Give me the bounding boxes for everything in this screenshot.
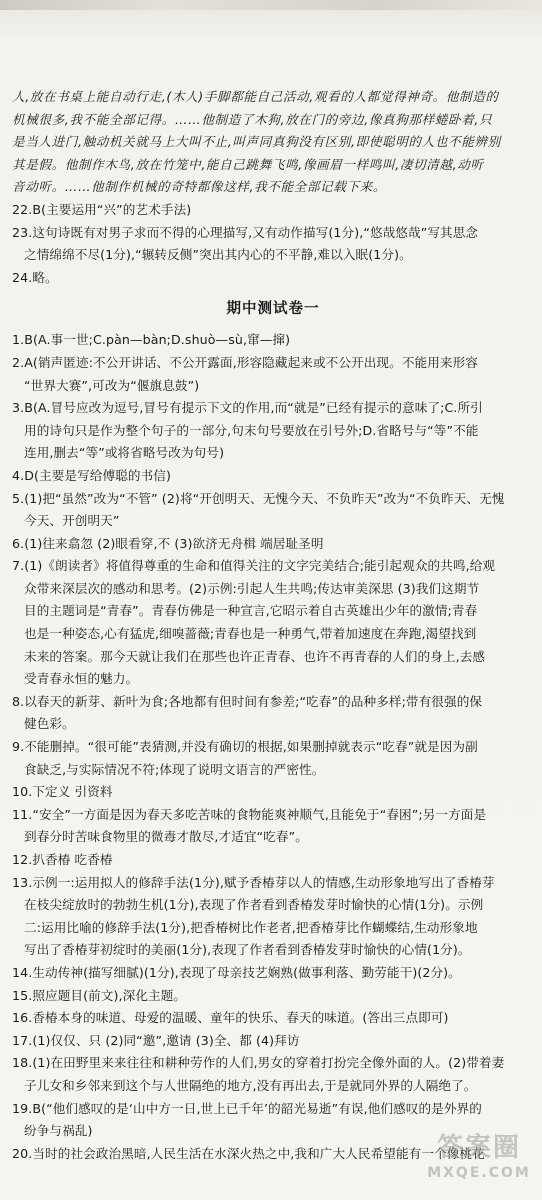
text-line: 也是一种姿态,心有猛虎,细嗅蔷薇;青春也是一种勇气,带着加速度在奔跑,渴望找到	[24, 626, 477, 642]
text-line: 9.不能删掉。“很可能”表猜测,并没有确切的根据,如果删掉就表示“吃春”就是因为副	[12, 739, 478, 755]
watermark-logo-text: 答案圈	[436, 1133, 521, 1163]
text-line: 健色彩。	[24, 716, 75, 732]
text-line: 受青春永恒的魅力。	[24, 671, 139, 687]
text-line: 3.B(A.冒号应改为逗号,冒号有提示下文的作用,而“就是”已经有提示的意味了;C.所引	[12, 400, 483, 416]
text-line: 20.当时的社会政治黑暗,人民生活在水深火热之中,我和广大人民希望能有一个像桃花	[12, 1145, 485, 1161]
watermark-url: MXQE.COM	[427, 1165, 531, 1181]
text-line: 二:运用比喻的修辞手法(1分),把香椿树比作老者,把香椿芽比作蝴蝶结,生动形象地	[24, 919, 478, 935]
text-line: 子儿女和乡邻来到这个与人世隔绝的地方,没有再出去,于是就同外界的人隔绝了。	[24, 1077, 477, 1093]
text-line: 1.B(A.事一世;C.pàn—bàn;D.shuò—sù,窜—撺)	[12, 332, 291, 348]
text-line: 纷争与祸乱)	[24, 1123, 93, 1139]
text-line: 15.照应题目(前文),深化主题。	[12, 987, 187, 1003]
text-line: 14.生动传神(描写细腻)(1分),表现了母亲技艺娴熟(做事利落、勤劳能干)(2分)。	[12, 964, 461, 980]
text-line: 未来的答案。那今天就让我们在那些也许正青春、也许不再青春的人们的身上,去感	[24, 648, 486, 664]
text-line: 音动听。……他制作机械的奇特都像这样,我不能全部记载下来。	[12, 179, 387, 195]
text-line: 其是假。他制作木鸟,放在竹笼中,能自己跳舞飞鸣,像画眉一样鸣叫,凄切清越,动听	[12, 156, 484, 172]
answers-block	[12, 329, 534, 1165]
text-line: 在枝尖绽放时的勃勃生机(1分),表现了作者看到香椿发芽时愉快的心情(1分)。示例	[24, 897, 484, 913]
text-line: 13.示例一:运用拟人的修辞手法(1分),赋予香椿芽以人的情感,生动形象地写出了香椿芽	[12, 874, 495, 890]
text-line: 11.“安全”一方面是因为春天多吃苦味的食物能爽神顺气,且能免于“春困”;另一方面是	[12, 806, 487, 822]
text-line: 12.扒香椿 吃香椿	[12, 852, 113, 867]
text-line: 机械很多,我不能全部记得。……他制造了木狗,放在门的旁边,像真狗那样蜷卧着,只	[12, 111, 493, 127]
text-line: 食缺乏,与实际情况不符;体现了说明文语言的严密性。	[24, 761, 325, 777]
text-line: 24.略。	[12, 269, 58, 285]
text-line: 连用,删去“等”或将省略号改为句号)	[24, 445, 225, 461]
text-line: 22.B(主要运用“兴”的艺术手法)	[12, 201, 192, 217]
text-line: 目的主题词是“青春”。青春仿佛是一种宣言,它昭示着自古英雄出少年的激情;青春	[24, 603, 478, 619]
text-line: 之情绵绵不尽(1分),“辗转反侧”突出其内心的不平静,难以入眠(1分)。	[24, 247, 412, 263]
text-line: 10.下定义 引资料	[12, 784, 113, 800]
text-line: 17.(1)仅仅、只 (2)同“邀”,邀请 (3)全、都 (4)拜访	[12, 1032, 300, 1048]
text-line: 23.这句诗既有对男子求而不得的心理描写,又有动作描写(1分),“悠哉悠哉”写其思念	[12, 224, 479, 240]
text-line: 5.(1)把“虽然”改为“不管” (2)将“开创明天、无愧今天、不负昨天”改为“不负昨天、无愧	[12, 490, 505, 506]
section-title: 期中测试卷一	[226, 301, 320, 318]
site-watermark	[424, 1132, 534, 1190]
text-line: 是当人进门,触动机关就马上大叫不止,叫声同真狗没有区别,即使聪明的人也不能辨别	[12, 134, 501, 150]
text-line: 2.A(销声匿迹:不公开讲话、不公开露面,形容隐藏起来或不公开出现。不能用来形容	[12, 354, 478, 370]
text-line: 用的诗句只是作为整个句子的一部分,句末句号要放在引号外;D.省略号与“等”不能	[24, 422, 479, 438]
text-line: 7.(1)《朗读者》将值得尊重的生命和值得关注的文字完美结合;能引起观众的共鸣,给观	[12, 558, 496, 574]
text-line: 8.以春天的新芽、新叶为食;各地都有但时间有参差;“吃春”的品种多样;带有很强的保	[12, 693, 483, 709]
text-line: 4.D(主要是写给傅聪的书信)	[12, 467, 171, 483]
text-line: 今天、开创明天”	[24, 513, 120, 529]
text-line: 众带来深层次的感动和思考。(2)示例:引起人生共鸣;传达审美深思 (3)我们这期节	[24, 580, 480, 596]
text-line: 18.(1)在田野里来来往往和耕种劳作的人们,男女的穿着打扮完全像外面的人。(2)带着妻	[12, 1055, 505, 1071]
text-line: 写出了香椿芽初绽时的美丽(1分),表现了作者看到香椿发芽时愉快的心情(1分)。	[24, 942, 471, 958]
text-line: 19.B(“他们感叹的是‘山中方一日,世上已千年’的韶光易逝”有误,他们感叹的是外界的	[12, 1100, 482, 1116]
text-line: 到春分时苦味食物里的微毒才散尽,才适宜“吃春”。	[24, 829, 308, 845]
text-line: 人,放在书桌上能自动行走,(木人)手脚都能自己活动,观看的人都觉得神奇。他制造的	[12, 89, 499, 104]
top-block	[12, 86, 534, 289]
text-line: 16.香椿本身的味道、母爱的温暖、童年的快乐、春天的味道。(答出三点即可)	[12, 1010, 449, 1026]
text-line: “世界大赛”,可改为“偃旗息鼓”)	[24, 377, 200, 393]
page-top-edge	[0, 0, 542, 10]
answer-text	[12, 86, 534, 1165]
text-line: 6.(1)往来翕忽 (2)眼看穿,不 (3)欲济无舟楫 端居耻圣明	[12, 535, 324, 551]
